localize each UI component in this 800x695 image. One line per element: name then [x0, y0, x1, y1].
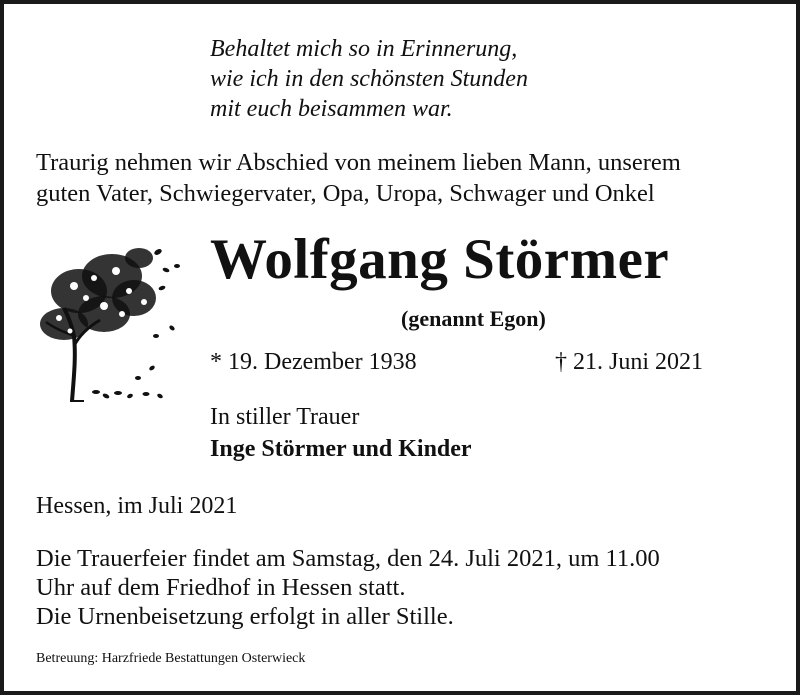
- farewell-intro: [36, 147, 776, 209]
- memorial-quote: [210, 34, 730, 124]
- mourners-names: Inge Störmer und Kinder: [210, 436, 472, 462]
- funeral-notice: [36, 544, 786, 631]
- death-date: † 21. Juni 2021: [555, 349, 704, 375]
- funeral-line: Die Urnenbeisetzung erfolgt in aller Stille.: [36, 603, 454, 630]
- deceased-nickname: (genannt Egon): [401, 306, 546, 331]
- funeral-home-credit: Betreuung: Harzfriede Bestattungen Osterwieck: [36, 651, 306, 666]
- intro-line: Traurig nehmen wir Abschied von meinem lieben Mann, unserem: [36, 149, 681, 176]
- funeral-line: Uhr auf dem Friedhof in Hessen statt.: [36, 574, 406, 601]
- intro-line: guten Vater, Schwiegervater, Opa, Uropa, Schwager und Onkel: [36, 180, 655, 207]
- birth-date: * 19. Dezember 1938: [210, 349, 417, 375]
- quote-line: mit euch beisammen war.: [210, 96, 453, 122]
- tree-icon: [34, 236, 184, 411]
- place-date: Hessen, im Juli 2021: [36, 493, 238, 519]
- deceased-name: Wolfgang Störmer: [210, 228, 670, 291]
- quote-line: wie ich in den schönsten Stunden: [210, 66, 528, 92]
- funeral-line: Die Trauerfeier findet am Samstag, den 24. Juli 2021, um 11.00: [36, 545, 660, 572]
- quote-line: Behaltet mich so in Erinnerung,: [210, 36, 518, 62]
- mourning-intro: In stiller Trauer: [210, 404, 360, 430]
